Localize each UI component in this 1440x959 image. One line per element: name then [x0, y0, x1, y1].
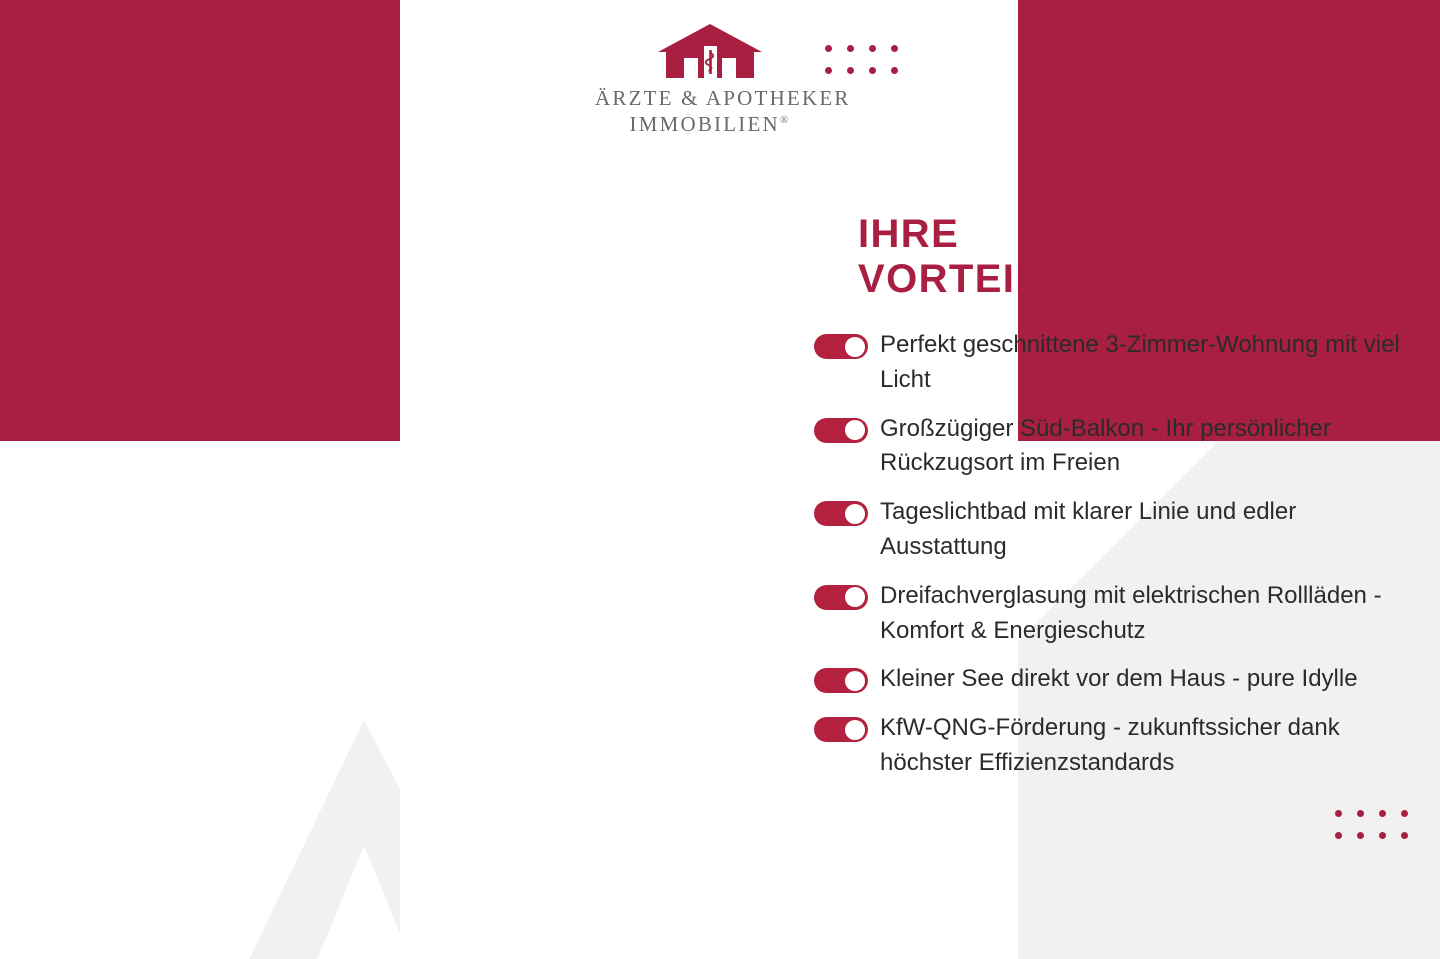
brand-name-line2 [595, 112, 825, 138]
background-panel-left [0, 0, 400, 441]
list-item-label: Kleiner See direkt vor dem Haus - pure Idylle [880, 665, 1358, 693]
list-item-label: Perfekt geschnittene 3-Zimmer-Wohnung mit viel Licht [880, 331, 1400, 393]
content-card [400, 0, 1400, 959]
list-item-label: KfW-QNG-Förderung - zukunftssicher dank höchster Effizienzstandards [880, 714, 1340, 776]
list-item [814, 579, 1424, 649]
list-item-label: Tageslichtbad mit klarer Linie und edler Ausstattung [880, 498, 1297, 560]
house-with-rod-of-asclepius-icon [650, 22, 770, 80]
list-item [814, 328, 1424, 398]
toggle-on-icon [814, 418, 868, 443]
toggle-on-icon [814, 334, 868, 359]
decorative-dots-top [825, 45, 913, 89]
brand-name-line2-text: IMMOBILIEN [629, 111, 780, 136]
list-item [814, 412, 1424, 482]
page-title: IHRE VORTEILE [858, 212, 1070, 301]
list-item [814, 495, 1424, 565]
brand-name-line1: ÄRZTE & APOTHEKER [595, 86, 851, 110]
toggle-on-icon [814, 585, 868, 610]
list-item [814, 662, 1424, 697]
toggle-on-icon [814, 501, 868, 526]
toggle-on-icon [814, 668, 868, 693]
list-item [814, 711, 1424, 781]
decorative-dots-bottom [1335, 810, 1423, 854]
list-item-label: Dreifachverglasung mit elektrischen Rollläden - Komfort & Energieschutz [880, 581, 1382, 644]
toggle-on-icon [814, 717, 868, 742]
registered-mark: ® [779, 113, 791, 126]
benefits-list [814, 328, 1424, 795]
list-item-label: Großzügiger Süd-Balkon - Ihr persönlicher Rückzugsort im Freien [880, 414, 1331, 477]
brand-logo [595, 22, 851, 137]
